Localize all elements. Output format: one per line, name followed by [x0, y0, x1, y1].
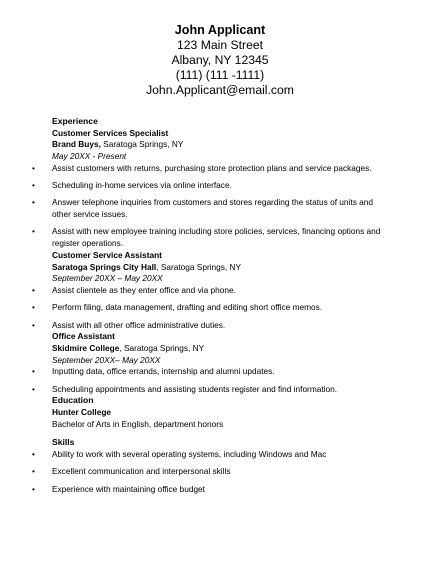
job-employer: Brand Buys, [52, 139, 101, 150]
list-item: • Experience with maintaining office budget [32, 483, 205, 494]
address-street: 123 Main Street [176, 38, 264, 52]
address-city: Albany, NY 12345 [171, 53, 269, 67]
list-item: • Answer telephone inquiries from customers and stores regarding the status of units and other service issues. [32, 197, 373, 220]
email-address: John.Applicant@email.com [146, 83, 294, 97]
list-item: • Perform filing, data management, drafting and editing short office memos. [32, 302, 323, 313]
bullet-icon: • [32, 483, 35, 494]
job-location: , Saratoga Springs, NY [119, 342, 205, 353]
job-duties-list [32, 162, 392, 250]
list-item: • Scheduling appointments and assisting students register and find information. [32, 383, 338, 394]
job-employer: Skidmire College [52, 342, 120, 353]
list-item: • Assist customers with returns, purchasing store protection plans and service packages. [32, 162, 372, 173]
bullet-icon: • [32, 302, 35, 313]
bullet-icon: • [32, 449, 35, 460]
list-item: • Excellent communication and interpersonal skills [32, 466, 231, 477]
job-location: , Saratoga Springs, NY [156, 261, 242, 272]
list-item: • Assist with all other office administrative duties. [32, 319, 226, 330]
job-title: Office Assistant [52, 331, 115, 342]
list-item: • Assist clientele as they enter office and via phone. [32, 284, 236, 295]
bullet-icon: • [32, 466, 35, 477]
bullet-icon: • [32, 383, 35, 394]
education-section [52, 395, 392, 430]
job-duties-list [32, 366, 392, 395]
job-employer-line [52, 262, 392, 274]
job-employer: Saratoga Springs City Hall [52, 261, 157, 272]
degree-text: Bachelor of Arts in English, department honors [52, 418, 224, 429]
job-employer-line [52, 139, 392, 151]
list-item: • Assist with new employee training including store policies, services, financing options and register operations. [32, 226, 381, 249]
list-item: • Scheduling in-home services via online interface. [32, 180, 232, 191]
skills-section [32, 437, 392, 495]
bullet-icon: • [32, 366, 35, 377]
bullet-icon: • [32, 226, 35, 237]
resume-header [0, 23, 440, 98]
job-dates: September 20XX – May 20XX [52, 273, 163, 284]
bullet-icon: • [32, 197, 35, 208]
job-location: Saratoga Springs, NY [100, 139, 184, 150]
education-heading: Education [52, 395, 94, 406]
job-dates: May 20XX - Present [52, 151, 127, 162]
skills-list [32, 449, 392, 495]
experience-heading: Experience [52, 116, 98, 126]
school-name: Hunter College [52, 407, 112, 418]
bullet-icon: • [32, 180, 35, 191]
job-entry [32, 331, 392, 395]
job-title: Customer Service Assistant [52, 249, 162, 260]
job-employer-line [52, 343, 392, 355]
job-dates: September 20XX– May 20XX [52, 354, 161, 365]
phone-number: (111) (111 -1111) [175, 68, 265, 82]
applicant-name: John Applicant [174, 23, 266, 37]
job-entry [32, 249, 392, 331]
section-spacer [52, 430, 392, 437]
resume-body [32, 116, 392, 501]
list-item: • Inputting data, office errands, internship and alumni updates. [32, 366, 275, 377]
skills-heading: Skills [52, 437, 75, 448]
list-item: • Ability to work with several operating systems, including Windows and Mac [32, 449, 327, 460]
job-entry [32, 127, 392, 250]
job-duties-list [32, 284, 392, 331]
bullet-icon: • [32, 162, 35, 173]
bullet-icon: • [32, 319, 35, 330]
job-title: Customer Services Specialist [52, 127, 169, 138]
bullet-icon: • [32, 284, 35, 295]
